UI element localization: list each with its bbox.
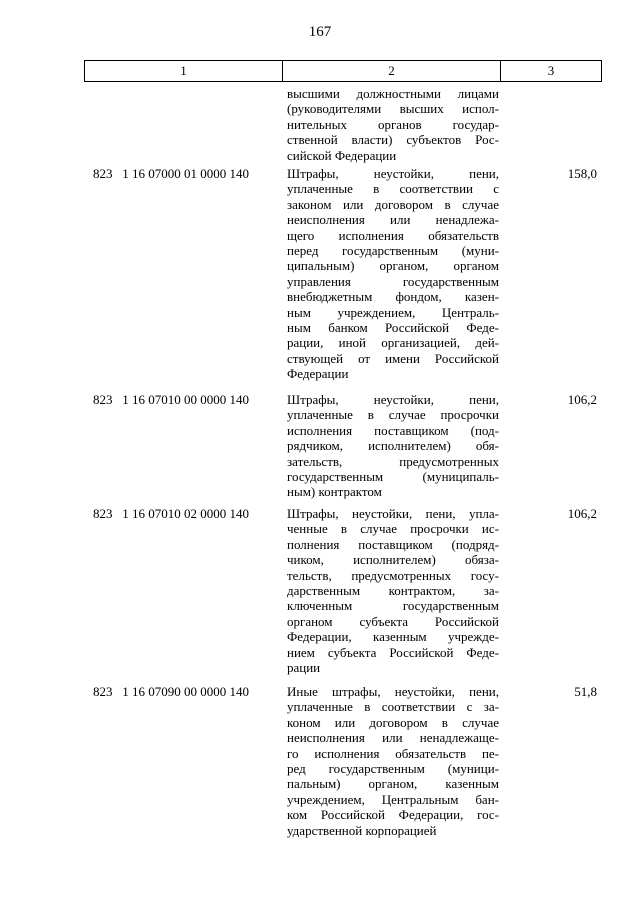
income-name (287, 166, 499, 382)
text-line: ключенным государственным (287, 598, 499, 614)
amount-value: 106,2 (567, 392, 597, 407)
text-line: ным учреждением, Централь- (287, 304, 499, 320)
text-line: Штрафы, неустойки, пени, (287, 392, 499, 407)
text-line: Федерации (287, 366, 349, 382)
income-name (287, 506, 499, 675)
page-number: 167 (308, 24, 332, 40)
text-line: ным банком Российской Феде- (287, 320, 499, 336)
text-line: ударственной корпорацией (287, 822, 437, 838)
column-header-3: 3 (547, 63, 555, 78)
text-line: чиком, исполнителем) обяза- (287, 552, 499, 568)
column-header-1: 1 (85, 61, 283, 81)
text-line: перед государственным (муни- (287, 243, 499, 259)
text-line: Штрафы, неустойки, пени, упла- (287, 506, 499, 521)
text-line: органом субъекта Российской (287, 613, 499, 629)
text-line: нием субъекта Российской Феде- (287, 644, 499, 660)
text-line: нительных органов государ- (287, 116, 499, 132)
amount-value: 106,2 (567, 506, 597, 521)
text-line: неисполнения или ненадлежа- (287, 212, 499, 228)
column-header-2: 2 (283, 61, 501, 81)
budget-code: 823 1 16 07090 00 0000 140 (93, 684, 249, 699)
amount-value: 158,0 (567, 166, 597, 181)
text-line: ред государственным (муници- (287, 761, 499, 777)
text-line: управления государственным (287, 273, 499, 289)
text-line: (руководителями высших испол- (287, 101, 499, 117)
text-line: ченные в случае просрочки ис- (287, 521, 499, 537)
table-header (84, 60, 602, 82)
text-line: рядчиком, исполнителем) обя- (287, 438, 499, 454)
text-line: законом или договором в случае (287, 196, 499, 212)
text-line: полнения поставщиком (подряд- (287, 536, 499, 552)
text-line: тельств, предусмотренных госу- (287, 567, 499, 583)
text-line: высшими должностными лицами (287, 86, 499, 101)
text-line: ствующей от имени Российской (287, 350, 499, 366)
text-line: уплаченные в случае просрочки (287, 407, 499, 423)
text-line: уплаченные в соответствии с за- (287, 699, 499, 715)
text-line: внебюджетным фондом, казен- (287, 289, 499, 305)
text-line: дарственным контрактом, за- (287, 583, 499, 599)
text-line: ципальным) органом, органом (287, 258, 499, 274)
text-line: Штрафы, неустойки, пени, (287, 166, 499, 181)
text-line: государственным (муниципаль- (287, 469, 499, 485)
text-line: зательств, предусмотренных (287, 453, 499, 469)
text-line: ственной власти) субъектов Рос- (287, 132, 499, 148)
text-line: исполнения поставщиком (под- (287, 422, 499, 438)
text-line: неисполнения или ненадлежаще- (287, 730, 499, 746)
amount-value: 51,8 (574, 684, 597, 699)
text-line: щего исполнения обязательств (287, 227, 499, 243)
budget-code: 823 1 16 07000 01 0000 140 (93, 166, 249, 181)
text-line: пальным) органом, казенным (287, 776, 499, 792)
budget-code: 823 1 16 07010 02 0000 140 (93, 506, 249, 521)
income-name (287, 392, 499, 500)
text-line: рации, иной организацией, дей- (287, 335, 499, 351)
text-line: ком Российской Федерации, гос- (287, 807, 499, 823)
continuation-text (287, 86, 499, 163)
text-line: го исполнения обязательств пе- (287, 745, 499, 761)
income-name (287, 684, 499, 838)
text-line: коном или договором в случае (287, 714, 499, 730)
text-line: учреждением, Центральным бан- (287, 791, 499, 807)
text-line: ным) контрактом (287, 484, 382, 500)
text-line: Федерации, казенным учрежде- (287, 629, 499, 645)
text-line: сийской Федерации (287, 147, 397, 163)
text-line: Иные штрафы, неустойки, пени, (287, 684, 499, 699)
budget-code: 823 1 16 07010 00 0000 140 (93, 392, 249, 407)
text-line: уплаченные в соответствии с (287, 181, 499, 197)
text-line: рации (287, 660, 321, 676)
